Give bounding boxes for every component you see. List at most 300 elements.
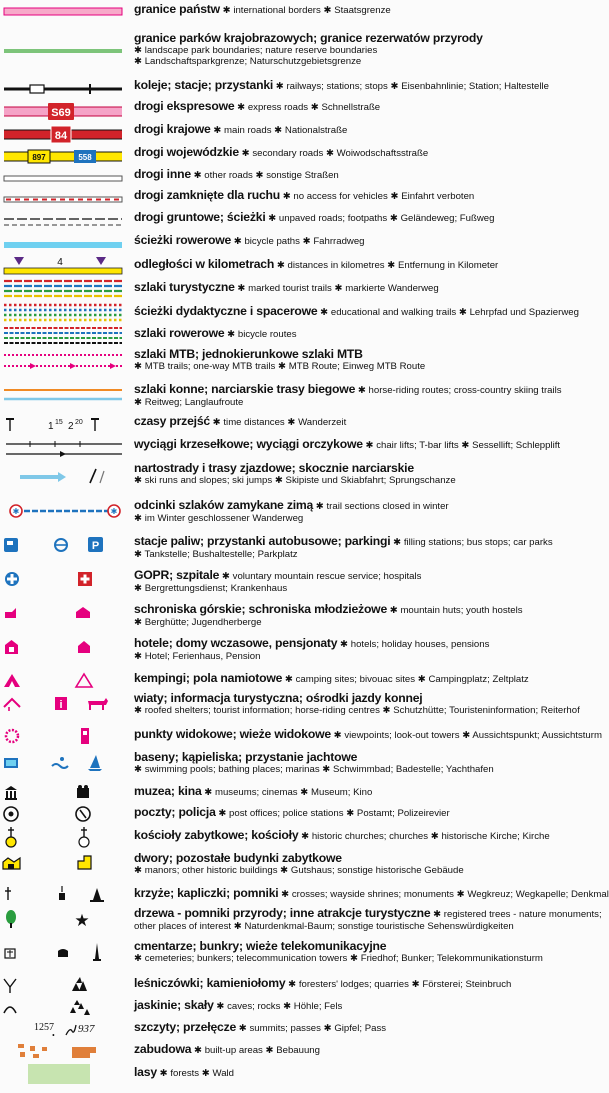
legend-row-horse — [0, 384, 600, 414]
separator-star: ✱ — [278, 360, 287, 372]
time-minutes-2: 20 — [75, 419, 83, 426]
separator-star: ✱ — [462, 730, 471, 741]
separator-star: ✱ — [350, 952, 359, 964]
label-pl: koleje; stacje; przystanki — [134, 78, 274, 92]
legend-row-borders — [0, 4, 600, 34]
label-en: chair lifts; T-bar lifts — [376, 440, 459, 451]
label-en: viewpoints; look-out towers — [344, 730, 460, 741]
label-de: Woiwodschaftsstraße — [336, 148, 429, 159]
label-en: railways; stations; stops — [286, 81, 388, 92]
separator-star: ✱ — [221, 571, 230, 582]
separator-star: ✱ — [283, 1001, 292, 1012]
time-hours-1: 1 — [48, 421, 54, 432]
label-en: summits; passes — [249, 1023, 321, 1034]
label-en: no access for vehicles — [293, 191, 388, 202]
separator-star: ✱ — [159, 1068, 168, 1079]
separator-star: ✱ — [389, 605, 398, 616]
label-de: Geländeweg; Fußweg — [400, 213, 495, 224]
symbol-educational-trails — [0, 302, 128, 324]
separator-star: ✱ — [134, 396, 143, 408]
separator-star: ✱ — [390, 191, 399, 202]
legend-row-lifts — [0, 437, 600, 459]
symbol-huts — [0, 604, 128, 634]
separator-star: ✱ — [134, 952, 143, 964]
separator-star: ✱ — [241, 148, 250, 159]
legend-row-camping — [0, 672, 600, 692]
separator-star: ✱ — [456, 889, 465, 900]
separator-star: ✱ — [287, 417, 296, 428]
symbol-express-road — [0, 101, 128, 123]
label-de: historische Kirche; Kirche — [441, 831, 550, 842]
symbol-hotels — [0, 638, 128, 668]
separator-star: ✱ — [433, 909, 442, 920]
label-de: Aussichtspunkt; Aussichtsturm — [472, 730, 602, 741]
label-en: bicycle routes — [237, 329, 297, 340]
label-en: horse-riding routes; cross-country skiing trails — [368, 385, 562, 396]
legend-row-fuel — [0, 536, 600, 566]
label-en: express roads — [247, 102, 309, 113]
label-de: Staatsgrenze — [334, 5, 391, 16]
label-pl: zabudowa — [134, 1042, 192, 1056]
separator-star: ✱ — [201, 1068, 210, 1079]
legend-row-distances — [0, 255, 600, 277]
separator-star: ✱ — [237, 283, 246, 294]
symbol-pools — [0, 752, 128, 782]
symbol-ski-runs — [0, 463, 128, 493]
label-en: museums; cinemas — [214, 787, 298, 798]
separator-star: ✱ — [134, 864, 143, 876]
separator-star: ✱ — [134, 704, 143, 716]
separator-star: ✱ — [382, 704, 391, 716]
label-de: Eisenbahnlinie; Station; Haltestelle — [401, 81, 549, 92]
separator-star: ✱ — [387, 260, 396, 271]
youth-hostel-icon — [76, 607, 90, 618]
summit-height: 1257 — [34, 1022, 54, 1033]
label-de: Sessellift; Schlepplift — [472, 440, 561, 451]
cave-icon — [4, 1007, 16, 1013]
separator-star: ✱ — [322, 763, 331, 775]
legend-row-summits — [0, 1019, 600, 1041]
label-pl: muzea; kina — [134, 784, 202, 798]
label-de: Gutshaus; sonstige historische Gebäude — [290, 864, 464, 876]
label-en: historic churches; churches — [311, 831, 429, 842]
label-pl: cmentarze; bunkry; wieże telekomunikacyjne — [134, 939, 387, 953]
label-en: main roads — [224, 125, 272, 136]
symbol-churches — [0, 826, 128, 850]
separator-star: ✱ — [393, 537, 402, 548]
symbol-caves — [0, 997, 128, 1019]
label-en: time distances — [223, 417, 285, 428]
label-pl: ścieżki dydaktyczne i spacerowe — [134, 304, 318, 318]
label-en: voluntary mountain rescue service; hospitals — [232, 571, 422, 582]
separator-star: ✱ — [216, 1001, 225, 1012]
legend-row-bikepaths — [0, 235, 600, 255]
pass-icon — [66, 1025, 76, 1035]
legend-row-pools — [0, 752, 600, 782]
symbol-unpaved-road — [0, 212, 128, 232]
label-en: camping sites; bivouac sites — [295, 674, 416, 685]
separator-star: ✱ — [274, 474, 283, 486]
label-pl: drogi gruntowe; ścieżki — [134, 210, 266, 224]
separator-star: ✱ — [204, 787, 213, 798]
lookout-tower-icon — [81, 728, 89, 744]
separator-star: ✱ — [320, 307, 329, 318]
label-pl: szlaki konne; narciarskie trasy biegowe — [134, 382, 356, 396]
label-de: Hotel; Ferienhaus, Pension — [144, 650, 261, 662]
separator-star: ✱ — [193, 1045, 203, 1056]
horse-icon — [88, 698, 108, 710]
quarry-icon — [72, 983, 80, 991]
svg-text:✱: ✱ — [110, 507, 118, 516]
separator-star: ✱ — [233, 236, 242, 247]
separator-star: ✱ — [193, 170, 202, 181]
symbol-cemeteries — [0, 941, 128, 971]
label-de: Lehrpfad und Spazierweg — [469, 307, 579, 318]
label-pl: drogi inne — [134, 167, 191, 181]
legend-row-caves — [0, 997, 600, 1019]
symbol-closed-road — [0, 190, 128, 210]
separator-star: ✱ — [134, 512, 143, 524]
separator-star: ✱ — [134, 474, 143, 486]
label-de: Friedhof; Bunker; Telekommunikationsturm — [360, 952, 543, 964]
separator-star: ✱ — [227, 329, 236, 340]
separator-star: ✱ — [365, 440, 374, 451]
time-minutes-1: 15 — [55, 419, 63, 426]
forester-lodge-icon — [4, 979, 16, 987]
label-de: Berghütte; Jugendherberge — [144, 616, 262, 628]
symbol-park-boundary — [0, 33, 128, 77]
label-de: Wegkreuz; Wegkapelle; Denkmal — [467, 889, 609, 900]
label-en: ski runs and slopes; ski jumps — [144, 474, 273, 486]
label-en: foresters' lodges; quarries — [298, 979, 409, 990]
separator-star: ✱ — [134, 44, 143, 56]
separator-star: ✱ — [134, 616, 143, 628]
separator-star: ✱ — [213, 125, 222, 136]
label-en: other roads — [204, 170, 253, 181]
bathing-icon — [52, 764, 68, 768]
symbol-forest — [0, 1063, 128, 1091]
ski-jump-icon — [90, 469, 96, 483]
legend-row-mtb — [0, 349, 600, 377]
label-de: Postamt; Polizeirevier — [356, 808, 450, 819]
label-de: Bergrettungsdienst; Krankenhaus — [144, 582, 288, 594]
separator-star: ✱ — [275, 81, 284, 92]
label-pl: baseny; kąpieliska; przystanie jachtowe — [134, 750, 358, 764]
separator-star: ✱ — [281, 889, 290, 900]
separator-star: ✱ — [334, 283, 343, 294]
label-de: Einfahrt verboten — [401, 191, 475, 202]
label-pl: nartostrady i trasy zjazdowe; skocznie narciarskie — [134, 461, 414, 475]
label-de: Tankstelle; Bushaltestelle; Parkplatz — [144, 548, 298, 560]
secondary-badge-1: 897 — [32, 153, 46, 162]
label-de: Schwimmbad; Badestelle; Yachthafen — [333, 763, 494, 775]
separator-star: ✱ — [265, 1045, 274, 1056]
separator-star: ✱ — [333, 730, 342, 741]
label-en: registered trees - nature monuments; — [443, 909, 602, 920]
separator-star: ✱ — [357, 385, 366, 396]
summit-dot-icon: • — [52, 1031, 55, 1040]
separator-star: ✱ — [340, 639, 349, 650]
separator-star: ✱ — [323, 5, 332, 16]
symbol-foresters — [0, 975, 128, 997]
label-de: Försterei; Steinbruch — [422, 979, 512, 990]
separator-star: ✱ — [411, 979, 420, 990]
label-de: Nationalstraße — [284, 125, 348, 136]
symbol-mtb-trails — [0, 349, 128, 377]
label-pl: leśniczówki; kamieniołomy — [134, 976, 286, 990]
legend-row-viewpoints — [0, 726, 600, 748]
separator-star: ✱ — [134, 763, 143, 775]
label-pl: granice parków krajobrazowych; granice rezerwatów przyrody — [134, 31, 483, 45]
label-pl: odcinki szlaków zamykane zimą — [134, 498, 314, 512]
pass-height: 937 — [78, 1023, 95, 1035]
legend-row-secondary — [0, 147, 600, 167]
legend-row-educational — [0, 302, 600, 324]
symbol-distance — [0, 255, 128, 277]
label-pl: lasy — [134, 1065, 157, 1079]
separator-star: ✱ — [212, 417, 221, 428]
separator-star: ✱ — [300, 787, 309, 798]
label-de: Landschaftsparkgrenze; Naturschutzgebietsgrenze — [144, 56, 362, 67]
shelter-icon — [4, 699, 20, 707]
legend-row-unpaved — [0, 212, 600, 232]
legend-row-builtup — [0, 1041, 600, 1063]
label-en: MTB trails; one-way MTB trails — [144, 360, 276, 372]
symbol-rescue — [0, 570, 128, 600]
symbol-viewpoints — [0, 726, 128, 748]
label-de: Entfernung in Kilometer — [397, 260, 499, 271]
legend-row-other — [0, 169, 600, 189]
label-en: filling stations; bus stops; car parks — [403, 537, 553, 548]
label-en: bicycle paths — [244, 236, 300, 247]
parking-letter: P — [91, 540, 100, 552]
separator-star: ✱ — [274, 125, 283, 136]
legend-row-trees — [0, 908, 600, 938]
legend-row-museums — [0, 784, 600, 804]
symbol-bicycle-path — [0, 235, 128, 255]
mountain-hut-icon — [5, 608, 16, 618]
legend-row-parks — [0, 33, 600, 77]
symbol-crosses — [0, 884, 128, 908]
legend-row-foresters — [0, 975, 600, 997]
main-badge: 84 — [54, 130, 68, 142]
label-pl: dwory; pozostałe budynki zabytkowe — [134, 851, 342, 865]
marina-icon — [90, 755, 100, 768]
label-de: Höhle; Fels — [293, 1001, 343, 1012]
symbol-railway — [0, 80, 128, 100]
separator-star: ✱ — [222, 5, 231, 16]
symbol-manors — [0, 853, 128, 883]
legend-row-churches — [0, 826, 600, 850]
star-attraction-icon: ★ — [74, 911, 90, 930]
label-pl: stacje paliw; przystanki autobusowe; parkingi — [134, 534, 391, 548]
symbol-horse-routes — [0, 384, 128, 414]
telecom-tower-icon — [95, 943, 99, 959]
svg-text:✱: ✱ — [12, 507, 20, 516]
separator-star: ✱ — [301, 831, 310, 842]
label-pl: drogi ekspresowe — [134, 99, 235, 113]
legend-row-railways — [0, 80, 600, 100]
separator-star: ✱ — [302, 236, 311, 247]
separator-star: ✱ — [310, 102, 319, 113]
separator-star: ✱ — [461, 440, 470, 451]
symbol-trees — [0, 908, 128, 938]
legend-row-main — [0, 124, 600, 146]
label-en: forests — [170, 1068, 200, 1079]
symbol-builtup — [0, 1041, 128, 1063]
tent-icon — [76, 674, 92, 687]
symbol-borders — [0, 4, 128, 34]
symbol-time-distances — [0, 415, 128, 435]
label-en: caves; rocks — [227, 1001, 281, 1012]
label-en: crosses; wayside shrines; monuments — [291, 889, 454, 900]
scattered-buildings-icon — [18, 1044, 47, 1058]
label-de: Reitweg; Langlaufroute — [144, 396, 244, 408]
separator-star: ✱ — [284, 674, 293, 685]
label-en-2: other places of interest — [134, 920, 232, 932]
label-pl: hotele; domy wczasowe, pensjonaty — [134, 636, 338, 650]
separator-star: ✱ — [255, 170, 264, 181]
label-en: roofed shelters; tourist information; horse-riding centres — [144, 704, 380, 716]
label-pl: granice państw — [134, 2, 220, 16]
label-pl: krzyże; kapliczki; pomniki — [134, 886, 279, 900]
legend-row-manors — [0, 853, 600, 883]
monument-icon — [93, 888, 101, 900]
label-pl: drzewa - pomniki przyrody; inne atrakcje turystyczne — [134, 906, 431, 920]
separator-star: ✱ — [134, 548, 143, 560]
label-pl: wiaty; informacja turystyczna; ośrodki jazdy konnej — [134, 691, 423, 705]
label-de: markierte Wanderweg — [345, 283, 439, 294]
label-de: Fahrradweg — [313, 236, 365, 247]
symbol-secondary-road — [0, 147, 128, 167]
symbol-winter-closed — [0, 500, 128, 530]
label-pl: GOPR; szpitale — [134, 568, 220, 582]
viewpoint-icon — [6, 730, 18, 742]
symbol-tourist-trails — [0, 278, 128, 300]
label-pl: schroniska górskie; schroniska młodzieżowe — [134, 602, 388, 616]
label-pl: czasy przejść — [134, 414, 210, 428]
label-en: manors; other historic buildings — [144, 864, 278, 876]
dense-buildings-icon — [72, 1047, 96, 1058]
legend-row-gopr — [0, 570, 600, 600]
legend-row-crosses — [0, 884, 609, 908]
separator-star: ✱ — [282, 191, 291, 202]
label-en: unpaved roads; footpaths — [278, 213, 388, 224]
label-en: hotels; holiday houses, pensions — [350, 639, 490, 650]
label-pl: poczty; policja — [134, 805, 216, 819]
label-de: Wald — [212, 1068, 235, 1079]
label-en: landscape park boundaries; nature reserve boundaries — [144, 44, 378, 56]
symbol-summits — [0, 1019, 128, 1041]
label-pl: drogi zamknięte dla ruchu — [134, 188, 281, 202]
label-en: distances in kilometres — [287, 260, 385, 271]
separator-star: ✱ — [430, 831, 439, 842]
label-de: Museum; Kino — [311, 787, 373, 798]
separator-star: ✱ — [276, 260, 285, 271]
separator-star: ✱ — [323, 1023, 332, 1034]
legend-row-shelters — [0, 693, 600, 723]
symbol-museums — [0, 784, 128, 804]
distance-number: 4 — [57, 257, 63, 268]
separator-star: ✱ — [280, 864, 289, 876]
separator-star: ✱ — [288, 979, 297, 990]
historic-building-icon — [78, 856, 91, 869]
rocks-icon — [70, 1007, 76, 1013]
legend-row-express — [0, 101, 600, 123]
label-en: marked tourist trails — [248, 283, 332, 294]
legend-row-post — [0, 804, 600, 826]
label-pl: szczyty; przełęcze — [134, 1020, 237, 1034]
label-en: mountain huts; youth hostels — [400, 605, 523, 616]
label-pl: kempingi; pola namiotowe — [134, 671, 283, 685]
label-de: Naturdenkmal-Baum; sonstige touristische Sehenswürdigkeiten — [244, 920, 514, 932]
legend-row-tourist — [0, 278, 600, 300]
separator-star: ✱ — [325, 148, 334, 159]
time-hours-2: 2 — [68, 421, 74, 432]
separator-star: ✱ — [218, 808, 227, 819]
label-pl: szlaki rowerowe — [134, 326, 225, 340]
separator-star: ✱ — [315, 501, 324, 512]
separator-star: ✱ — [134, 56, 143, 67]
legend-row-time — [0, 415, 600, 435]
label-de: Gipfel; Pass — [334, 1023, 387, 1034]
label-de: Schutzhütte; Touristeninformation; Reiterhof — [393, 704, 580, 716]
label-pl: szlaki MTB; jednokierunkowe szlaki MTB — [134, 347, 363, 361]
separator-star: ✱ — [417, 674, 426, 685]
label-de: MTB Route; Einweg MTB Route — [288, 360, 426, 372]
symbol-lifts — [0, 437, 128, 459]
tree-icon — [6, 910, 16, 924]
legend-row-bikeroutes — [0, 325, 600, 347]
symbol-bicycle-routes — [0, 325, 128, 347]
separator-star: ✱ — [346, 808, 355, 819]
legend-row-hotels — [0, 638, 600, 668]
label-pl: odległości w kilometrach — [134, 257, 275, 271]
separator-star: ✱ — [233, 920, 242, 932]
label-de: Campingplatz; Zeltplatz — [428, 674, 529, 685]
legend-row-winter — [0, 500, 600, 530]
label-de: Schnellstraße — [321, 102, 381, 113]
museum-icon — [5, 786, 17, 790]
cinema-icon — [77, 788, 89, 798]
label-pl: drogi krajowe — [134, 122, 211, 136]
legend-row-huts — [0, 604, 600, 634]
separator-star: ✱ — [458, 307, 467, 318]
express-badge: S69 — [51, 107, 71, 119]
legend-row-forests — [0, 1063, 600, 1091]
separator-star: ✱ — [237, 102, 246, 113]
label-en: secondary roads — [252, 148, 324, 159]
legend-row-cemeteries — [0, 941, 600, 971]
separator-star: ✱ — [134, 650, 143, 662]
symbol-main-road — [0, 124, 128, 146]
label-pl: wyciągi krzesełkowe; wyciągi orczykowe — [134, 437, 363, 451]
separator-star: ✱ — [389, 213, 398, 224]
label-de: sonstige Straßen — [266, 170, 339, 181]
label-en: international borders — [233, 5, 321, 16]
symbol-camping — [0, 672, 128, 692]
label-pl: kościoły zabytkowe; kościoły — [134, 828, 299, 842]
separator-star: ✱ — [134, 582, 143, 594]
separator-star: ✱ — [238, 1023, 247, 1034]
label-en: built-up areas — [204, 1045, 263, 1056]
label-pl: jaskinie; skały — [134, 998, 214, 1012]
bunker-icon — [58, 949, 68, 957]
legend-row-closed — [0, 190, 600, 210]
symbol-other-road — [0, 169, 128, 189]
label-pl: szlaki turystyczne — [134, 280, 235, 294]
separator-star: ✱ — [268, 213, 277, 224]
